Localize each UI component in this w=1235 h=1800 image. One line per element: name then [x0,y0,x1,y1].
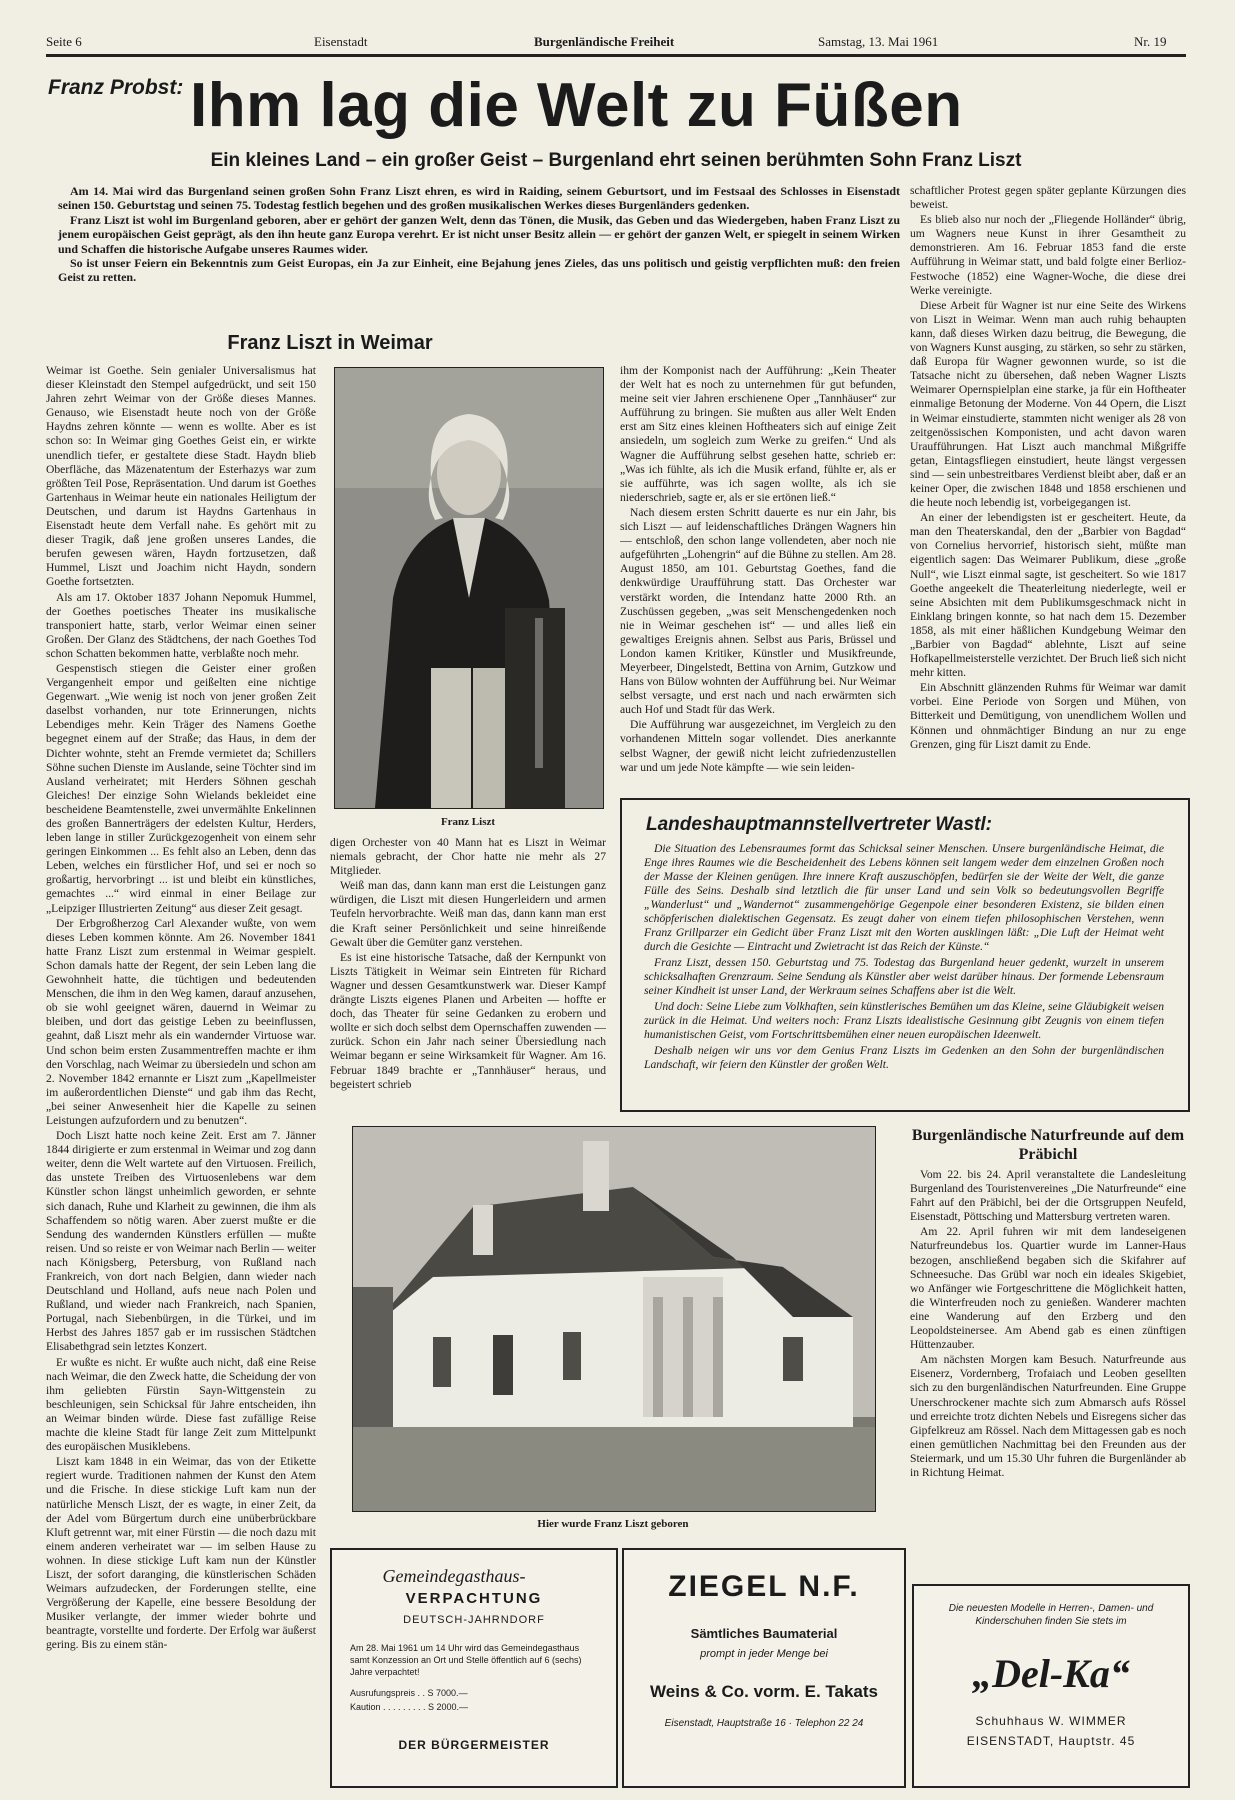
ad-company: Weins & Co. vorm. E. Takats [650,1682,878,1701]
birth-house-photo [352,1126,876,1512]
column-paragraph: Weimar ist Goethe. Sein genialer Universalismus hat dieser Kleinstadt den Stempel aufgedrückt, und seit 150 Jahren zehrt Weimar von der Größe dieses Mannes. Genauso, wie Eisenstadt heute noch von der Größe Haydns zehren könnte — wenn es wollte. Aber es ist schon so: In Weimar ging Goethes Geist ein, er wirkte unendlich tiefer, er gestaltete diese Stadt. Haydn blieb Oberfläche, das Mäzenatentum der Esterhazys war zum größten Teil Pose, Repräsentation. Und darum ist Goethes Gartenhaus in Weimar heute ein nationales Heiligtum der Deutschen, und darum ist Haydns Gartenhaus in Eisenstadt heute dem Verfall nahe. Es gehört mit zu dieser Tragik, daß jene großen unseres Landes, die berufen gewesen wären, Haydn fortzusetzen, daß Hummel, Liszt und Joachim nicht Haydn, sondern Goethe fortsetzten. [46,364,316,589]
ad-ziegel [622,1548,906,1788]
column-paragraph: Als am 17. Oktober 1837 Johann Nepomuk Hummel, der Goethes poetisches Theater ins musikalische transponiert hatte, starb, verlor Weimar einen seiner Großen. Der Glanz des Städtchens, der nach Goethes Tod schon Schatten bekommen hatte, verblaßte noch mehr. [46,590,316,660]
column-paragraph: Gespenstisch stiegen die Geister einer großen Vergangenheit empor und geißelten eine nichtige Gegenwart. „Wie wenig ist noch von jener großen Zeit daselbst vorhanden, nur tote Erinnerungen, nichts Lebendiges mehr. Kein Träger des Namens Goethe begegnet einem auf der Straße; das Haus, in dem der Dichter wohnte, steht an Fremde vermietet da; Schillers Söhne suchen Dienste im Auslande, seine Töchter sind im Ausland verheiratet; mit Herders Söhnen geschah Gleiches! Der einzige Sohn Wielands bekleidet eine bescheidene Beamtenstelle, zwei unvermählte Enkelinnen des großen Bannerträgers der edelsten Kultur, Herders, leben lange in stiller Zurückgezogenheit von einem sehr geringen Einkommen ... Es fehlt also an Leben, denn das Leben, welches ein fürstlicher Hof, und sei er noch so großartig, hervorbringt ... ist und bleibt ein künstliches, gemachtes ...“ wird einmal in einer Beilage zur „Leipziger Illustrierten Zeitung“ aus dieser Zeit gesagt. [46,661,316,915]
ad-signature: DER BÜRGERMEISTER [398,1738,550,1752]
ad-shop: Schuhhaus W. WIMMER [975,1714,1127,1728]
intro-paragraph: Franz Liszt ist wohl im Burgenland geboren, aber er gehört der ganzen Welt, denn das Tönen, die Musik, das Geben und das Wiedergeben, haben Franz Liszt zu jenem europäischen Geist geprägt, als den ihn heute ganz Europa verehrt. Er ist nicht unser Besitz allein — er gehört der ganzen Welt, er spiegelt in seinem Wirken und Schaffen die historische Aufgabe unseres Raumes wider. [58,212,900,256]
article-headline: Ihm lag die Welt zu Füßen [190,71,963,140]
naturfreunde-article [910,1168,1186,1560]
article-column-middle-right [620,364,896,786]
intro-paragraph: So ist unser Feiern ein Bekenntnis zum Geist Europas, ein Ja zur Einheit, eine Bejahung jenes Zieles, das uns politisch und geistig verpflichten muß: den freien Geist zu retten. [58,256,900,285]
ad-brand: „Del-Ka“ [972,1651,1130,1696]
section-heading: Franz Liszt in Weimar [227,332,433,354]
column-paragraph: ihm der Komponist nach der Aufführung: „Kein Theater der Welt hat es noch zu unternehmen für gut befunden, meine seit vier Jahren erschienene Oper „Tannhäuser“ zur Aufführung zu bringen. Sie mußten aus aller Welt Enden erst am Sitz eines kleinen Hoftheaters sich auf einige Zeit ansiedeln, um sogleich zum Werke zu greifen.“ Und als Wagner die Aufführung selbst gesehen hatte, schrieb er: „Was ich fühlte, als ich die Musik erfand, fühlte er, als er sie aufführte, was ich sagen wollte, als ich sie niederschrieb, sagte er, als er sie ertönen ließ.“ [620,364,896,504]
wastl-box-body [644,842,1164,1074]
house-illustration [353,1127,875,1511]
column-paragraph: Diese Arbeit für Wagner ist nur eine Seite des Wirkens von Liszt in Weimar. Wenn man auch ruhig behaupten kann, daß dieses Wirken dazu beitrug, die Bewegung, die von Wagners Kunst ausging, zu stärken, so sehr zu stärken, daß Europa für Wagner gewonnen wurde, so ist die Tatsache nicht zu übersehen, daß neben Wagner Liszts Weimarer Opernspielplan eine starke, ja für ein Hoftheater einmalige Betonung der Moderne. Von 44 Opern, die Liszt in Weimar einstudierte, stammten nicht weniger als 28 von zeitgenössischen Komponisten, und acht davon waren Uraufführungen. Hat Liszt auch manchmal Mißgriffe getan, Eintagsfliegen einstudiert, heute längst vergessen sind — sein unbestreitbares Verdienst bleibt aber, daß er an keiner Oper, die zwischen 1848 und 1858 erschienen und die heute noch lebendig ist, vorbeigegangen ist. [910,298,1186,510]
column-paragraph: Der Erbgroßherzog Carl Alexander wußte, von wem dieses Leben kommen könnte. Am 26. November 1841 hatte Franz Liszt zum erstenmal in Weimar gespielt. Schon damals hatte der Regent, der sein Leben lang die Gewohnheit hatte, die tüchtigen und bedeutenden Menschen, die ihm in den Weg kamen, darauf anzusehen, ob sie wohl geeignet wären, dauernd in Weimar zu bleiben, und dort das geistige Leben zu beeinflussen, geahnt, daß Liszt mehr als ein wandernder Virtuose war. Und schon beim ersten Zusammentreffen machte er ihm den Vorschlag, nach Weimar zu übersiedeln und schon am 2. November 1842 ernannte er Liszt zum „Kapellmeister im außerordentlichen Dienste“ und gab ihm das Recht, „bei seiner Anwesenheit hier die Kapelle zu seinen Leistungen aufzufordern und zu benutzen“. [46,916,316,1127]
issue-number: Nr. 19 [1134,34,1167,49]
column-paragraph: Es ist eine historische Tatsache, daß der Kernpunkt von Liszts Tätigkeit in Weimar sein Eintreten für Richard Wagner und dessen Gesamtkunstwerk war. Dieser Kampf drängte Liszts eigenes Planen und Arbeiten — hoffte er doch, das Theater für seine Gedanken zu erobern und wollte er sich doch selbst dem Opernschaffen zuwenden — zurück. Schon ein Jahr nach seiner Übersiedlung nach Weimar begann er seine Wirksamkeit für Wagner. Am 16. Februar 1849 brachte er „Tannhäuser“ heraus, und begeistert schrieb [330,950,606,1091]
header-rule [46,54,1186,57]
issue-date: Samstag, 13. Mai 1961 [818,34,939,49]
intro-paragraph: Am 14. Mai wird das Burgenland seinen großen Sohn Franz Liszt ehren, es wird in Raiding, seinem Geburtsort, und im Festsaal des Schlosses in Eisenstadt seinen 150. Geburtstag und seinen 75. Todestag festlich begehen und des großen musikalischen Werkes dieses Burgenländers gedenken. [58,184,900,213]
newspaper-name: Burgenländische Freiheit [534,34,675,49]
column-paragraph: Weiß man das, dann kann man erst die Leistungen ganz würdigen, die Liszt mit diesen Hungerleidern und armen Teufeln hervorbrachte. Weiß man das, dann kann man erst die Kraft seiner Persönlichkeit und seine hinreißende Gewalt über die Gemüter ganz verstehen. [330,879,606,949]
column-paragraph: Die Aufführung war ausgezeichnet, im Vergleich zu den vorhandenen Mitteln sogar vollendet. Dies anerkannte selbst Wagner, der gewiß nicht leicht zufriedenzustellen war und um jede Note kämpfte — wie sein leiden- [620,718,896,774]
column-paragraph: digen Orchester von 40 Mann hat es Liszt in Weimar niemals gebracht, der Chor hatte nie mehr als 27 Mitglieder. [330,836,606,878]
ad-intro: Die neuesten Modelle in Herren-, Damen- und Kinderschuhen finden Sie stets im [948,1603,1154,1627]
ad-line: prompt in jeder Menge bei [700,1648,828,1660]
ad-subtitle: DEUTSCH-JAHRNDORF [403,1614,545,1626]
column-paragraph: Am nächsten Morgen kam Besuch. Naturfreunde aus Eisenerz, Vordernberg, Trofaiach und Leoben gesellten sich zu den burgenländischen Naturfreunden. Eine Gruppe Unerschrockener machte sich zum Abmarsch aufs Rössel und erreichte trotz dichten Nebels und Eisregens sicher das Gipfelkreuz am Rössel. Nach dem Mittagessen gab es noch einen gemütlichen Nachmittag bei den Freunden aus der Steiermark, und um 15.30 Uhr fuhren die Burgenländer ab in Richtung Heimat. [910,1353,1186,1479]
house-caption: Hier wurde Franz Liszt geboren [537,1518,689,1530]
ad-body: Am 28. Mai 1961 um 14 Uhr wird das Gemeindegasthaus samt Konzession an Ort und Stelle öffentlich auf 6 (sechs) Jahre verpachtet! [350,1643,582,1677]
ad-address: Eisenstadt, Hauptstraße 16 · Telephon 22 24 [664,1718,864,1729]
portrait-illustration [335,368,603,808]
portrait-caption: Franz Liszt [440,816,496,828]
wastl-box-title: Landeshauptmannstellvertreter Wastl: [646,814,992,835]
ad-line: Sämtliches Baumaterial [690,1626,838,1641]
article-intro [58,184,900,285]
page-header [46,30,1186,52]
wastl-paragraph: Und doch: Seine Liebe zum Volkhaften, sein künstlerisches Bemühen um das Kleine, seine Gläubigkeit weisen zurück in die Heimat. Und weiters noch: Franz Liszts idealistische Gesinnung gibt Zeugnis von einem tiefen humanistischen Geist, vom Fortschrittsbemühen einer neuen europäischen Ideenwelt. [644,1000,1164,1041]
wastl-paragraph: Franz Liszt, dessen 150. Geburtstag und 75. Todestag das Burgenland heuer gedenkt, wurzelt in unserem schicksalhaften Grenzraum. Seine Sendung als Künstler aber weist darüber hinaus. Der formende Lebensraum seiner Kindheit ist unser Land, der Werkraum seines Schaffens aber ist die Welt. [644,956,1164,997]
wastl-paragraph: Die Situation des Lebensraumes formt das Schicksal seiner Menschen. Unsere burgenländische Heimat, die Enge ihres Raumes wie die Bescheidenheit des Lebens können seit langem weder dem einzelnen Großen noch der Masse der Kleinen genügen. Ihre innere Kraft auszuschöpfen, bedürfen sie der Weite der Welt, die ganze Fülle des Seins. Deshalb sind letztlich die für unser Land und sein Volk so bedeutungsvollen Begriffe „Wanderlust“ und „Wandernot“ zusammengehörige Gegenpole einer besonderen Existenz, sie bilden einen schöpferischen dialektischen Gegensatz. Es zeugt daher von einem tiefen philosophischen Verstehen, wenn Franz Grillparzer ein Gedicht über Franz Liszt mit den Worten ausklingen läßt: „Die Luft der Heimat weht durch die Gesichte — Eintracht und Zwietracht ist das Reich der Künste.“ [644,842,1164,953]
ad-title-script: Gemeindegasthaus- [382,1566,526,1586]
place-name: Eisenstadt [314,34,368,49]
column-paragraph: schaftlicher Protest gegen später geplante Kürzungen dies beweist. [910,184,1186,212]
column-paragraph: Liszt kam 1848 in ein Weimar, das von der Etikette regiert wurde. Traditionen nahmen der Kunst den Atem und die Frische. In diese stickige Luft kam nun der natürliche Mensch Liszt, der es wagte, in einer Zeit, da der Adel vom Bürgertum durch eine unüberbrückbare Kluft getrennt war, mit einer Fürstin — die noch dazu mit einem anderen verheiratet war — im selben Hause zu wohnen. In diese stickige Luft kam nun der Künstler Liszt, der sofort daranging, die künstlerischen Schäden Weimars aufzudecken, der Forderungen stellte, eine Vergrößerung der Kapelle, eine bessere Besoldung der Musiker verlangte, der immer wieder bohrte und beantragte, vorstellte und forderte. Der Erfolg war äußerst gering. Bis zu einem stän- [46,1455,316,1652]
ad-title: VERPACHTUNG [405,1590,543,1607]
column-paragraph: Doch Liszt hatte noch keine Zeit. Erst am 7. Jänner 1844 dirigierte er zum erstenmal in Weimar und zog dann weiter, denn die Welt wartete auf den Virtuosen. Freilich, das unstete Treiben des Virtuosenlebens war dem Künstler schon längst unheimlich geworden, er sehnte sich danach, Ruhe und Klarheit zu gewinnen, die ihm als Schaffendem so nötig waren. Aber zuerst mußte er die Sendung des wandernden Künstlers erfüllen — mußte reisen. Und so reiste er von Weimar nach Berlin — weiter nach Königsberg, Petersburg, von Rußland nach Frankreich, von dort nach Belgien, dann wieder nach Deutschland und Holland, aufs neue nach Polen und Rußland, und wieder nach Frankreich, nach Spanien, Portugal, nach Siebenbürgen, in die Türkei, und im Herbst des Jahres 1857 gab er im russischen Städtchen Elisabethgrad sein letztes Konzert. [46,1129,316,1354]
wastl-paragraph: Deshalb neigen wir uns vor dem Genius Franz Liszts im Gedenken an den Sohn der burgenländischen Landschaft, wir feiern den Künstler der großen Welt. [644,1044,1164,1071]
naturfreunde-heading: Burgenländische Naturfreunde auf dem Präbichl [911,1127,1185,1163]
page-number: Seite 6 [46,34,82,49]
article-column-right [910,184,1186,784]
ad-schuhhaus [912,1584,1190,1788]
article-subheadline: Ein kleines Land – ein großer Geist – Burgenland ehrt seinen berühmten Sohn Franz Liszt [210,150,1022,171]
column-paragraph: Vom 22. bis 24. April veranstaltete die Landesleitung Burgenland des Touristenvereines „Die Naturfreunde“ eine Fahrt auf den Präbichl, bei der die Ortsgruppen Neufeld, Eisenstadt, Pöttsching und Mattersburg vertreten waren. [910,1168,1186,1224]
article-column-left [46,364,316,1784]
ad-gasthaus-verpachtung [330,1548,618,1788]
wastl-statement-box [620,798,1190,1112]
ad-address: EISENSTADT, Hauptstr. 45 [966,1734,1136,1748]
column-paragraph: Am 22. April fuhren wir mit dem landeseigenen Naturfreundebus los. Quartier wurde im Lanner-Haus bezogen, anschließend begaben sich die Skifahrer auf Schneesuche. Das Grübl war noch ein ideales Skigebiet, wo Anfänger wie Fortgeschrittene die Möglichkeit hatten, die Winterfreuden noch zu genießen. Wanderer machten eine Wanderung auf den Erzberg und den Leopoldsteinersee. Am Abend gab es einen zünftigen Hüttenzauber. [910,1225,1186,1352]
column-paragraph: Es blieb also nur noch der „Fliegende Holländer“ übrig, um Wagners neue Kunst in ihrer Gesamtheit zu demonstrieren. Am 16. Februar 1853 fand die erste Aufführung in Weimar statt, und bald folgte einer Berlioz-Festwoche (1852) eine Wagner-Woche, die diese drei Werke vereinigte. [910,213,1186,297]
column-paragraph: Ein Abschnitt glänzenden Ruhms für Weimar war damit vorbei. Eine Periode von Sorgen und Mühen, von Bitterkeit und Demütigung, von unendlichem Wollen und Können und ohnmächtiger Bindung an nur zu enge Grenzen, ging für Liszt damit zu Ende. [910,681,1186,751]
franz-liszt-portrait [334,367,604,809]
column-paragraph: Er wußte es nicht. Er wußte auch nicht, daß eine Reise nach Weimar, die den Zweck hatte, die Scheidung der von ihm geliebten Fürstin Sayn-Wittgenstein zu beschleunigen, sein Schicksal für Jahre entscheiden, ihn an Weimar binden würde. Diese fast zufällige Reise machte die kleine Stadt für lange Zeit zum Mittelpunkt des europäischen Musiklebens. [46,1355,316,1454]
column-paragraph: Nach diesem ersten Schritt dauerte es nur ein Jahr, bis sich Liszt — auf leidenschaftliches Drängen Wagners hin — entschloß, den schon lange vollendeten, aber noch nie aufgeführten „Lohengrin“ auf die Bühne zu stellen. Am 28. August 1850, am 101. Geburtstag Goethes, fand die denkwürdige Uraufführung statt. Das Orchester war verstärkt worden, die Intendanz hatte 2000 Rth. an Zuschüssen gegeben, „was seit Menschengedenken noch nie in Weimar geschehen ist“ — und alles ließ ein gewaltiges Ereignis ahnen. Selbst aus Paris, Brüssel und London kamen Kritiker, Künstler und Musikfreunde, Meyerbeer, Dingelstedt, Bettina von Arnim, Gutzkow und Hans von Bülow wohnten der Aufführung bei. Nur Weimar selbst versagte, und erst nach und nach erwärmten sich auch Hof und Stadt für das Werk. [620,505,896,717]
ad-price: Ausrufungspreis . . S 7000.— [350,1688,468,1698]
column-paragraph: An einer der lebendigsten ist er gescheitert. Heute, da man den Theaterskandal, den der „Barbier von Bagdad“ von Cornelius hervorrief, historisch sieht, müßte man eigentlich sagen: Das Weimarer Publikum, diese „große Null“, wie Liszt einmal sagte, ist gescheitert. So wie 1817 Goethe angeekelt die Theaterleitung niederlegte, weil er seine Absichten mit dem Publikumsgeschmack nicht in Einklang bringen konnte, so hat nach dem 15. Dezember 1858, als mit einer häßlichen Kundgebung Weimar den „Barbier von Bagdad“ ablehnte, Liszt auf seine Hofkapellmeisterstelle verzichtet. Der Bruch ließ sich nicht mehr kitten. [910,511,1186,680]
article-author: Franz Probst: [48,76,184,99]
ad-brand: ZIEGEL N.F. [668,1570,860,1603]
ad-deposit: Kaution . . . . . . . . . S 2000.— [350,1702,469,1712]
